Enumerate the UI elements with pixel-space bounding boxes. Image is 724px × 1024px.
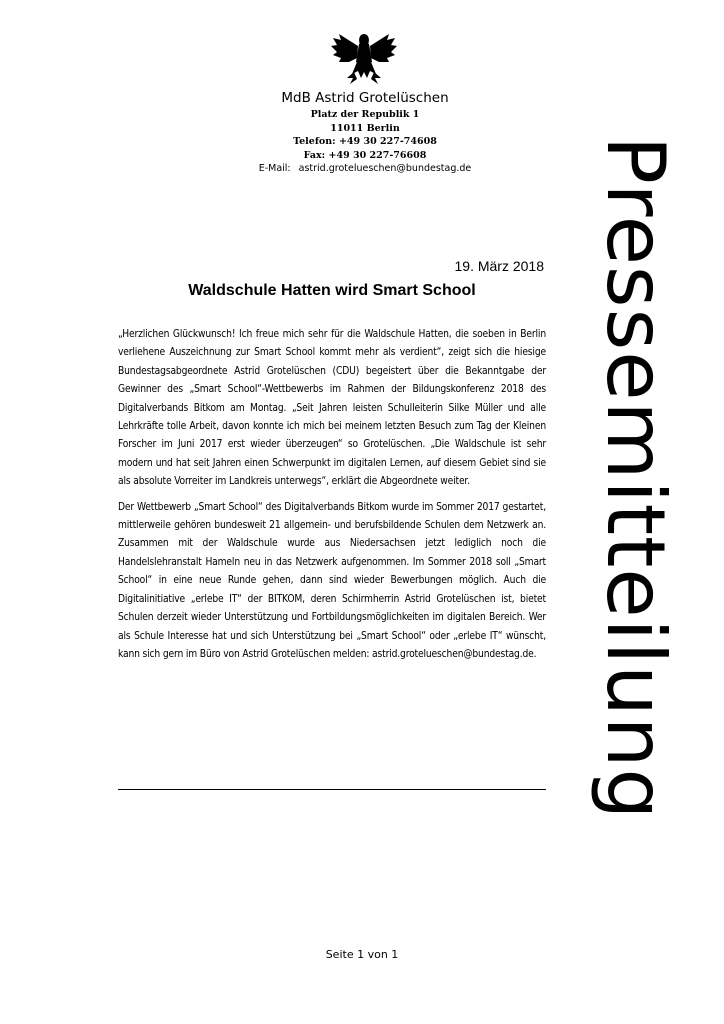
paragraph: „Herzlichen Glückwunsch! Ich freue mich sehr für die Waldschule Hatten, die soeben in Berlin verliehene Auszeichnung zur Smart School kommt mehr als verdient“, zeigt sich die hiesige Bundestagsabgeordnete Astrid Grotelüschen (CDU) begeistert über die Bekanntgabe der Gewinner des „Smart School“-Wettbewerbs im Rahmen der Bildungskonferenz 2018 des Digitalverbands Bitkom am Montag. „Seit Jahren leisten Schulleiterin Silke Müller und alle Lehrkräfte tolle Arbeit, davon konnte ich mich bei meinem letzten Besuch zum Tag der Kleinen Forscher im Juni 2017 erst wieder überzeugen“ so Grotelüschen. „Die Waldschule ist sehr modern und hat seit Jahren einen Schwerpunkt im digitalen Lernen, auf diesem Gebiet sind sie als absolute Vorreiter im Landkreis unterwegs“, erklärt die Abgeordnete weiter. xyxy=(118,329,546,488)
letterhead-name: MdB Astrid Grotelüschen xyxy=(281,90,449,106)
side-title: Pressemitteilung xyxy=(589,135,682,821)
letterhead-fax: Fax: +49 30 227-76608 xyxy=(303,149,427,161)
letterhead-phone: Telefon: +49 30 227-74608 xyxy=(293,136,437,147)
letterhead-city: 11011 Berlin xyxy=(330,122,400,134)
side-title-container xyxy=(580,108,690,848)
federal-eagle-emblem xyxy=(331,28,397,86)
letterhead-email-label: E-Mail: xyxy=(258,163,291,174)
letterhead-street: Platz der Republik 1 xyxy=(310,109,420,120)
paragraph: Der Wettbewerb „Smart School“ des Digitalverbands Bitkom wurde im Sommer 2017 gestartet, mittlerweile gehören bundesweit 21 allgemein- und berufsbildende Schulen dem Netzwerk an. Zusammen mit der Waldschule wurde aus Niedersachsen jetzt lediglich noch die Handelslehranstalt Hameln neu in das Netzwerk aufgenommen. Im Sommer 2018 soll „Smart School“ in eine neue Runde gehen, dann sind wieder Bewerbungen möglich. Auch die Digitalinitiative „erlebe IT“ der BITKOM, deren Schirmherrin Astrid Grotelüschen ist, bietet Schulen derzeit wieder Unterstützung und Fortbildungsmöglichkeiten im digitalen Bereich. Wer als Schule Interesse hat und sich Unterstützung bei „Smart School“ oder „erlebe IT“ wünscht, kann sich gern im Büro von Astrid Grotelüschen melden: astrid.grotelueschen@bundestag.de. xyxy=(118,501,546,660)
page-footer: Seite 1 von 1 xyxy=(325,948,399,961)
letterhead-email: astrid.grotelueschen@bundestag.de xyxy=(298,163,472,174)
headline: Waldschule Hatten wird Smart School xyxy=(188,282,476,299)
letterhead-email-row xyxy=(200,162,530,176)
document-date: 19. März 2018 xyxy=(454,258,544,274)
closing-rule xyxy=(118,789,546,790)
letterhead xyxy=(200,88,530,176)
body-text xyxy=(118,326,546,671)
